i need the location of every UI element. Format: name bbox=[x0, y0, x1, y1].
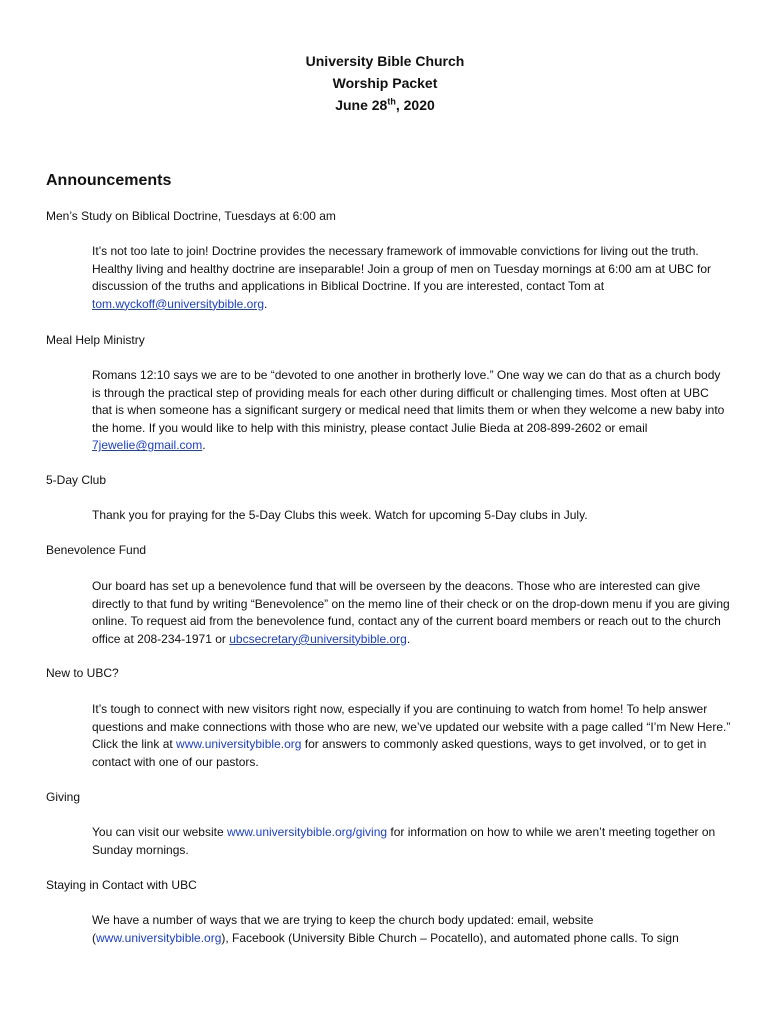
staying-text: We have a number of ways that we are trying to keep the church body updated: email, website ( bbox=[92, 913, 594, 945]
announcements-heading: Announcements bbox=[46, 172, 172, 189]
benevolence-title: Benevolence Fund bbox=[46, 543, 147, 557]
benevolence-body bbox=[92, 578, 732, 648]
new-to-ubc-title: New to UBC? bbox=[46, 666, 119, 680]
benevolence-email-link[interactable]: ubcsecretary@universitybible.org bbox=[229, 631, 407, 646]
five-day-club-text: Thank you for praying for the 5-Day Clubs this week. Watch for upcoming 5-Day clubs in July. bbox=[92, 508, 588, 522]
mens-study-title: Men’s Study on Biblical Doctrine, Tuesdays at 6:00 am bbox=[46, 209, 336, 223]
date-superscript: th bbox=[387, 96, 396, 107]
mens-study-email-link[interactable]: tom.wyckoff@universitybible.org bbox=[92, 296, 265, 311]
benevolence-text: Our board has set up a benevolence fund that will be overseen by the deacons. Those who are interested can give directly to that fund by writing “Benevolence” on the memo line of their check or on the drop-down menu if you are giving online. To request aid from the benevolence fund, contact any of the current board members or reach out to the church office at 208-234-1971 or bbox=[92, 579, 730, 646]
five-day-club-title: 5-Day Club bbox=[46, 473, 107, 487]
packet-title: Worship Packet bbox=[332, 75, 438, 91]
staying-in-contact-title: Staying in Contact with UBC bbox=[46, 878, 197, 892]
meal-help-end: . bbox=[202, 438, 206, 453]
new-to-ubc-text: It’s tough to connect with new visitors right now, especially if you are continuing to watch from home! To help answer questions and make connections with those who are new, we’ve updated our website with a page called “I’m New Here.” Click the link at bbox=[92, 702, 731, 752]
five-day-club-body bbox=[92, 507, 732, 525]
new-to-ubc-end: for answers to commonly asked questions, ways to get involved, or to get in contact with one of our pastors. bbox=[92, 737, 707, 769]
new-to-ubc-body bbox=[92, 701, 732, 771]
staying-website-link[interactable]: www.universitybible.org bbox=[96, 930, 222, 945]
giving-title: Giving bbox=[46, 790, 81, 804]
mens-study-end: . bbox=[264, 296, 268, 311]
date-prefix: June 28 bbox=[335, 97, 388, 113]
giving-body bbox=[92, 824, 732, 859]
benevolence-end: . bbox=[406, 631, 411, 646]
meal-help-body bbox=[92, 367, 732, 455]
giving-website-link[interactable]: www.universitybible.org/giving bbox=[226, 825, 388, 839]
mens-study-text: It’s not too late to join! Doctrine provides the necessary framework of immovable convictions for living out the truth. Healthy living and healthy doctrine are inseparable! Join a group of men on Tuesday mornings at 6:00 am at UBC for discussion of the truths and applications in Biblical Doctrine. If you are interested, contact Tom at bbox=[92, 244, 712, 294]
document-header bbox=[0, 50, 770, 116]
date-suffix: , 2020 bbox=[395, 97, 435, 113]
meal-help-text: Romans 12:10 says we are to be “devoted to one another in brotherly love.” One way we can do that as a church body is through the practical step of providing meals for each other during difficult or challenging times. Most often at UBC that is when someone has a significant surgery or medical need that limits them or when they welcome a new baby into the home. If you would like to help with this ministry, please contact Julie Bieda at 208-899-2602 or email bbox=[92, 368, 725, 435]
giving-text: You can visit our website bbox=[92, 825, 227, 839]
staying-end: ), Facebook (University Bible Church – Pocatello), and automated phone calls. To sign bbox=[221, 930, 679, 945]
mens-study-body bbox=[92, 243, 732, 313]
church-name: University Bible Church bbox=[305, 53, 465, 69]
new-to-ubc-website-link[interactable]: www.universitybible.org bbox=[176, 737, 302, 752]
meal-help-email-link[interactable]: 7jewelie@gmail.com bbox=[92, 438, 203, 453]
meal-help-title: Meal Help Ministry bbox=[46, 333, 145, 347]
packet-date bbox=[0, 94, 770, 116]
staying-in-contact-body bbox=[92, 912, 732, 947]
giving-end: for information on how to while we aren’t meeting together on Sunday mornings. bbox=[92, 825, 716, 857]
